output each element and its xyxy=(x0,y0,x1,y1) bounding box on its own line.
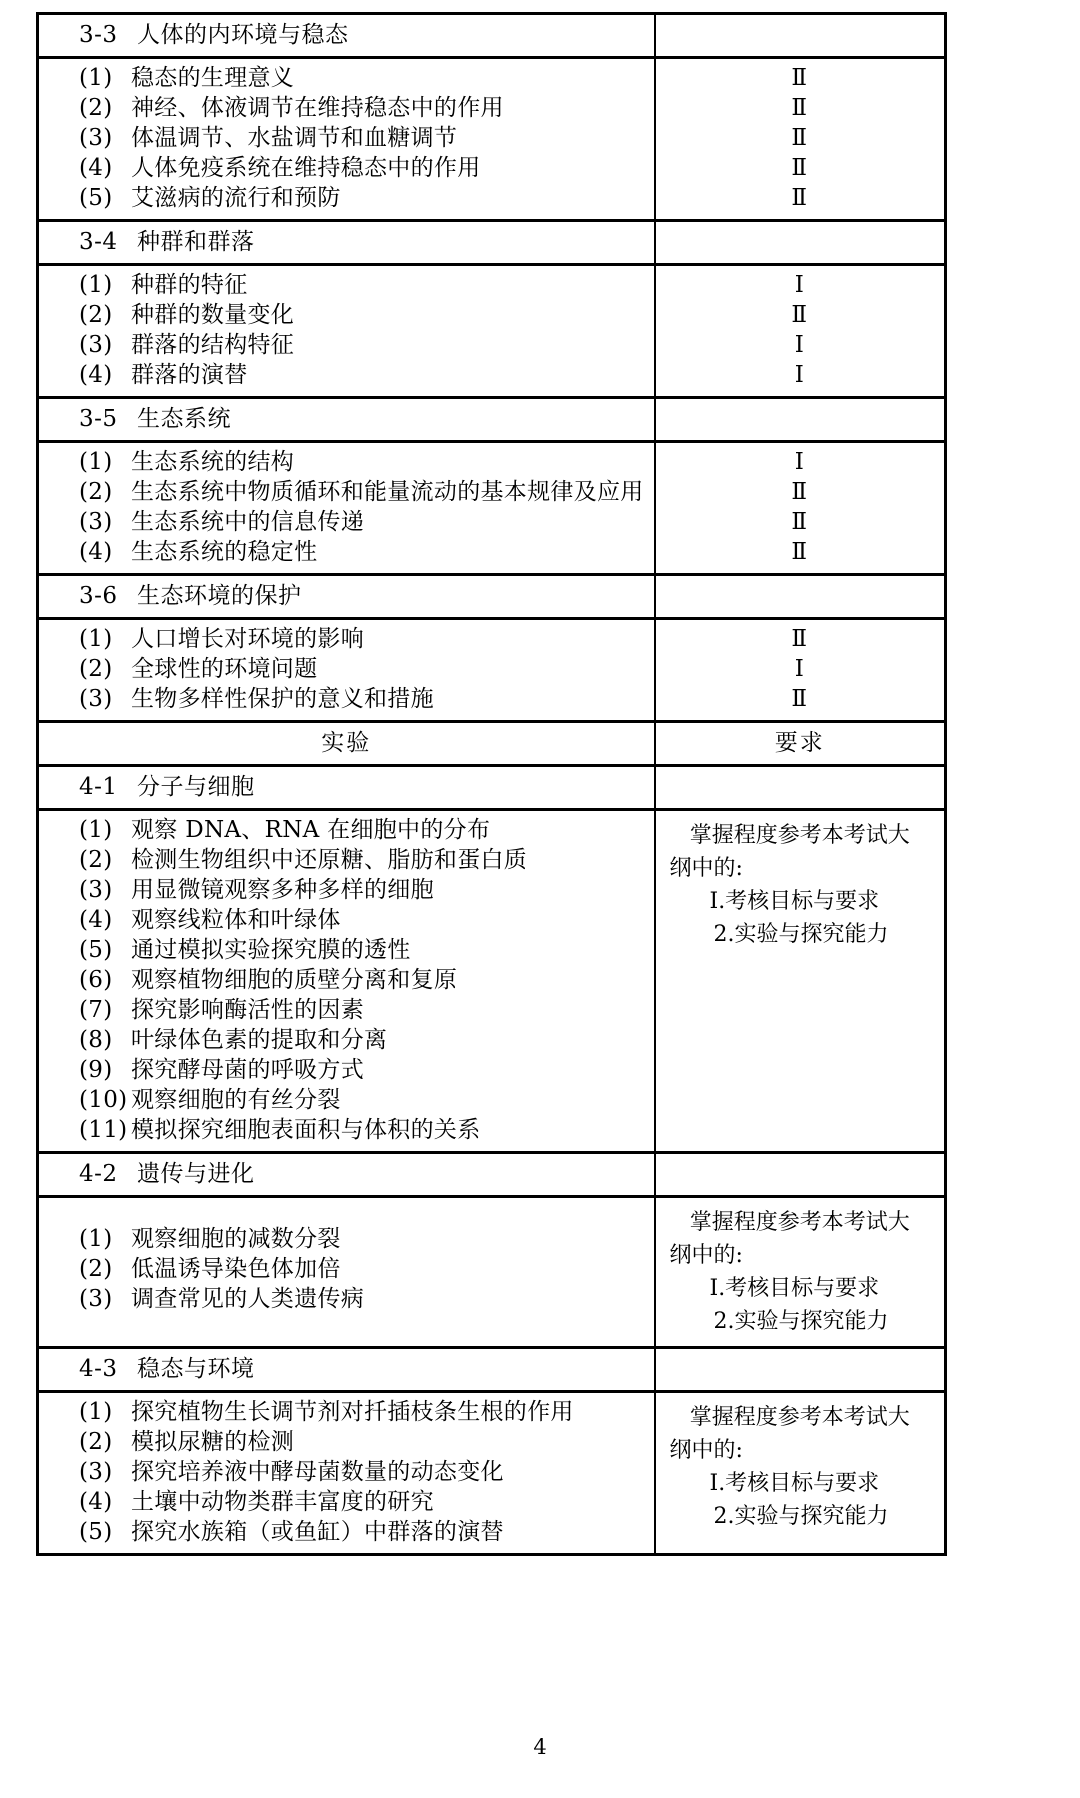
list-item xyxy=(39,875,654,905)
note-line: 纲中的: xyxy=(669,1243,743,1268)
list-item xyxy=(39,270,654,300)
item-text: 种群的数量变化 xyxy=(131,302,295,328)
item-label: (7) xyxy=(79,997,113,1023)
note-line: 2.实验与探究能力 xyxy=(713,1504,889,1529)
item-text: 体温调节、水盐调节和血糖调节 xyxy=(131,125,458,151)
item-text: 探究培养液中酵母菌数量的动态变化 xyxy=(131,1459,504,1485)
item-text: 调查常见的人类遗传病 xyxy=(131,1286,364,1312)
item-label: (3) xyxy=(79,125,113,151)
requirement-level: Ⅰ xyxy=(794,272,805,298)
list-item xyxy=(39,330,654,360)
experiment-header-row xyxy=(38,766,946,810)
item-text: 观察细胞的减数分裂 xyxy=(131,1226,341,1252)
item-label: (2) xyxy=(79,1429,113,1455)
column-header-row xyxy=(38,722,946,766)
list-item xyxy=(39,183,654,213)
list-item xyxy=(39,965,654,995)
item-text: 艾滋病的流行和预防 xyxy=(131,185,341,211)
list-item xyxy=(39,905,654,935)
item-list-3-6 xyxy=(39,620,654,720)
section-number: 3-3 xyxy=(79,22,118,48)
requirement-level: Ⅱ xyxy=(791,302,809,328)
item-label: (1) xyxy=(79,65,113,91)
list-item xyxy=(39,995,654,1025)
item-list-4-1 xyxy=(39,811,654,1151)
item-text: 群落的结构特征 xyxy=(131,332,295,358)
requirement-level: Ⅱ xyxy=(791,125,809,151)
item-label: (2) xyxy=(79,847,113,873)
experiment-name: 稳态与环境 xyxy=(137,1356,255,1382)
list-item xyxy=(39,684,654,714)
experiment-name: 分子与细胞 xyxy=(137,774,255,800)
section-body-row xyxy=(38,442,946,575)
item-list-3-4 xyxy=(39,266,654,396)
requirement-level: Ⅱ xyxy=(791,95,809,121)
list-item xyxy=(39,845,654,875)
list-item xyxy=(39,360,654,390)
item-list-3-3 xyxy=(39,59,654,219)
list-item xyxy=(39,1397,654,1427)
note-line: Ⅰ.考核目标与要求 xyxy=(709,889,880,914)
section-header-row xyxy=(38,14,946,58)
item-text: 生态系统的结构 xyxy=(131,449,295,475)
requirement-note-4-1 xyxy=(656,811,945,959)
item-label: (4) xyxy=(79,362,113,388)
column-header-experiment: 实验 xyxy=(321,730,372,756)
list-item xyxy=(39,1115,654,1145)
item-text: 探究植物生长调节剂对扦插枝条生根的作用 xyxy=(131,1399,574,1425)
requirement-level: Ⅱ xyxy=(791,509,809,535)
item-text: 通过模拟实验探究膜的透性 xyxy=(131,937,411,963)
requirement-level: Ⅰ xyxy=(794,332,805,358)
item-label: (3) xyxy=(79,686,113,712)
item-list-3-5 xyxy=(39,443,654,573)
note-line: 2.实验与探究能力 xyxy=(713,922,889,947)
item-text: 人体免疫系统在维持稳态中的作用 xyxy=(131,155,481,181)
list-item xyxy=(39,1254,654,1284)
item-text: 群落的演替 xyxy=(131,362,248,388)
item-label: (1) xyxy=(79,1399,113,1425)
item-text: 检测生物组织中还原糖、脂肪和蛋白质 xyxy=(131,847,528,873)
experiment-body-row xyxy=(38,1392,946,1555)
list-item xyxy=(39,1457,654,1487)
requirement-note-4-3 xyxy=(656,1393,945,1541)
section-body-row xyxy=(38,265,946,398)
requirement-level: Ⅱ xyxy=(791,185,809,211)
item-label: (4) xyxy=(79,1489,113,1515)
item-text: 人口增长对环境的影响 xyxy=(131,626,364,652)
item-text: 用显微镜观察多种多样的细胞 xyxy=(131,877,434,903)
experiment-title-4-3 xyxy=(39,1349,654,1390)
item-text: 观察细胞的有丝分裂 xyxy=(131,1087,341,1113)
requirement-level: Ⅱ xyxy=(791,479,809,505)
item-label: (5) xyxy=(79,1519,113,1545)
syllabus-table-container xyxy=(36,12,944,1556)
item-label: (5) xyxy=(79,937,113,963)
item-label: (11) xyxy=(79,1117,128,1143)
list-item xyxy=(39,1025,654,1055)
experiment-title-4-1 xyxy=(39,767,654,808)
requirement-list-3-4 xyxy=(656,266,945,396)
item-label: (4) xyxy=(79,907,113,933)
list-item xyxy=(39,1224,654,1254)
item-text: 低温诱导染色体加倍 xyxy=(131,1256,341,1282)
item-text: 生态系统中的信息传递 xyxy=(131,509,364,535)
requirement-level: Ⅰ xyxy=(794,449,805,475)
item-text: 神经、体液调节在维持稳态中的作用 xyxy=(131,95,504,121)
section-name: 种群和群落 xyxy=(137,229,255,255)
experiment-name: 遗传与进化 xyxy=(137,1161,255,1187)
item-label: (5) xyxy=(79,185,113,211)
note-line: 掌握程度参考本考试大 xyxy=(689,1210,910,1235)
item-label: (3) xyxy=(79,509,113,535)
item-text: 土壤中动物类群丰富度的研究 xyxy=(131,1489,434,1515)
section-header-row xyxy=(38,398,946,442)
experiment-body-row xyxy=(38,1197,946,1348)
requirement-level: Ⅱ xyxy=(791,539,809,565)
section-name: 生态系统 xyxy=(137,406,231,432)
item-label: (4) xyxy=(79,155,113,181)
list-item xyxy=(39,477,654,507)
list-item xyxy=(39,63,654,93)
item-text: 探究水族箱（或鱼缸）中群落的演替 xyxy=(131,1519,504,1545)
item-label: (10) xyxy=(79,1087,128,1113)
list-item xyxy=(39,300,654,330)
item-text: 叶绿体色素的提取和分离 xyxy=(131,1027,388,1053)
note-line: 纲中的: xyxy=(669,856,743,881)
requirement-level: Ⅱ xyxy=(791,65,809,91)
page-number: 4 xyxy=(533,1735,547,1759)
note-line: 掌握程度参考本考试大 xyxy=(689,823,910,848)
section-name: 人体的内环境与稳态 xyxy=(137,22,349,48)
requirement-note-4-2 xyxy=(656,1198,945,1346)
item-label: (9) xyxy=(79,1057,113,1083)
item-label: (2) xyxy=(79,95,113,121)
section-number: 3-5 xyxy=(79,406,118,432)
experiment-header-row xyxy=(38,1153,946,1197)
section-header-row xyxy=(38,221,946,265)
item-label: (1) xyxy=(79,1226,113,1252)
item-list-4-3 xyxy=(39,1393,654,1553)
item-text: 模拟尿糖的检测 xyxy=(131,1429,295,1455)
requirement-level: Ⅱ xyxy=(791,626,809,652)
section-number: 3-6 xyxy=(79,583,118,609)
list-item xyxy=(39,1284,654,1314)
requirement-level: Ⅰ xyxy=(794,362,805,388)
experiment-number: 4-2 xyxy=(79,1161,118,1187)
list-item xyxy=(39,153,654,183)
list-item xyxy=(39,654,654,684)
requirement-level: Ⅰ xyxy=(794,656,805,682)
item-text: 稳态的生理意义 xyxy=(131,65,295,91)
list-item xyxy=(39,1517,654,1547)
requirement-list-3-5 xyxy=(656,443,945,573)
experiment-title-4-2 xyxy=(39,1154,654,1195)
item-label: (1) xyxy=(79,449,113,475)
experiment-number: 4-3 xyxy=(79,1356,118,1382)
item-label: (2) xyxy=(79,1256,113,1282)
item-label: (6) xyxy=(79,967,113,993)
item-text: 观察线粒体和叶绿体 xyxy=(131,907,341,933)
list-item xyxy=(39,935,654,965)
section-number: 3-4 xyxy=(79,229,118,255)
requirement-list-3-6 xyxy=(656,620,945,720)
spacer xyxy=(39,1202,654,1224)
note-line: Ⅰ.考核目标与要求 xyxy=(709,1276,880,1301)
section-title-3-6 xyxy=(39,576,654,617)
item-text: 模拟探究细胞表面积与体积的关系 xyxy=(131,1117,481,1143)
item-label: (3) xyxy=(79,877,113,903)
experiment-number: 4-1 xyxy=(79,774,118,800)
experiment-body-row xyxy=(38,810,946,1153)
item-label: (4) xyxy=(79,539,113,565)
list-item xyxy=(39,1055,654,1085)
item-text: 探究影响酶活性的因素 xyxy=(131,997,364,1023)
note-line: Ⅰ.考核目标与要求 xyxy=(709,1471,880,1496)
list-item xyxy=(39,624,654,654)
note-line: 掌握程度参考本考试大 xyxy=(689,1405,910,1430)
requirement-list-3-3 xyxy=(656,59,945,219)
item-label: (1) xyxy=(79,626,113,652)
requirement-level: Ⅱ xyxy=(791,155,809,181)
item-label: (8) xyxy=(79,1027,113,1053)
section-header-row xyxy=(38,575,946,619)
section-title-3-5 xyxy=(39,399,654,440)
item-label: (2) xyxy=(79,656,113,682)
list-item xyxy=(39,507,654,537)
item-text: 生物多样性保护的意义和措施 xyxy=(131,686,434,712)
list-item xyxy=(39,537,654,567)
section-name: 生态环境的保护 xyxy=(137,583,302,609)
column-header-requirement: 要求 xyxy=(774,730,825,756)
item-label: (2) xyxy=(79,479,113,505)
list-item xyxy=(39,447,654,477)
syllabus-table xyxy=(36,12,947,1556)
item-list-4-2 xyxy=(39,1198,654,1330)
item-text: 全球性的环境问题 xyxy=(131,656,318,682)
item-text: 生态系统中物质循环和能量流动的基本规律及应用 xyxy=(131,479,644,505)
item-text: 探究酵母菌的呼吸方式 xyxy=(131,1057,364,1083)
requirement-level: Ⅱ xyxy=(791,686,809,712)
note-line: 2.实验与探究能力 xyxy=(713,1309,889,1334)
section-title-3-3 xyxy=(39,15,654,56)
list-item xyxy=(39,123,654,153)
item-text: 生态系统的稳定性 xyxy=(131,539,318,565)
item-text: 观察 DNA、RNA 在细胞中的分布 xyxy=(131,817,491,843)
item-text: 种群的特征 xyxy=(131,272,248,298)
list-item xyxy=(39,1427,654,1457)
section-body-row xyxy=(38,58,946,221)
section-title-3-4 xyxy=(39,222,654,263)
list-item xyxy=(39,93,654,123)
note-line: 纲中的: xyxy=(669,1438,743,1463)
spacer xyxy=(39,1314,654,1324)
item-label: (1) xyxy=(79,817,113,843)
list-item xyxy=(39,815,654,845)
section-body-row xyxy=(38,619,946,722)
item-label: (3) xyxy=(79,1286,113,1312)
list-item xyxy=(39,1085,654,1115)
list-item xyxy=(39,1487,654,1517)
item-label: (2) xyxy=(79,302,113,328)
item-label: (1) xyxy=(79,272,113,298)
item-text: 观察植物细胞的质壁分离和复原 xyxy=(131,967,458,993)
experiment-header-row xyxy=(38,1348,946,1392)
item-label: (3) xyxy=(79,332,113,358)
item-label: (3) xyxy=(79,1459,113,1485)
